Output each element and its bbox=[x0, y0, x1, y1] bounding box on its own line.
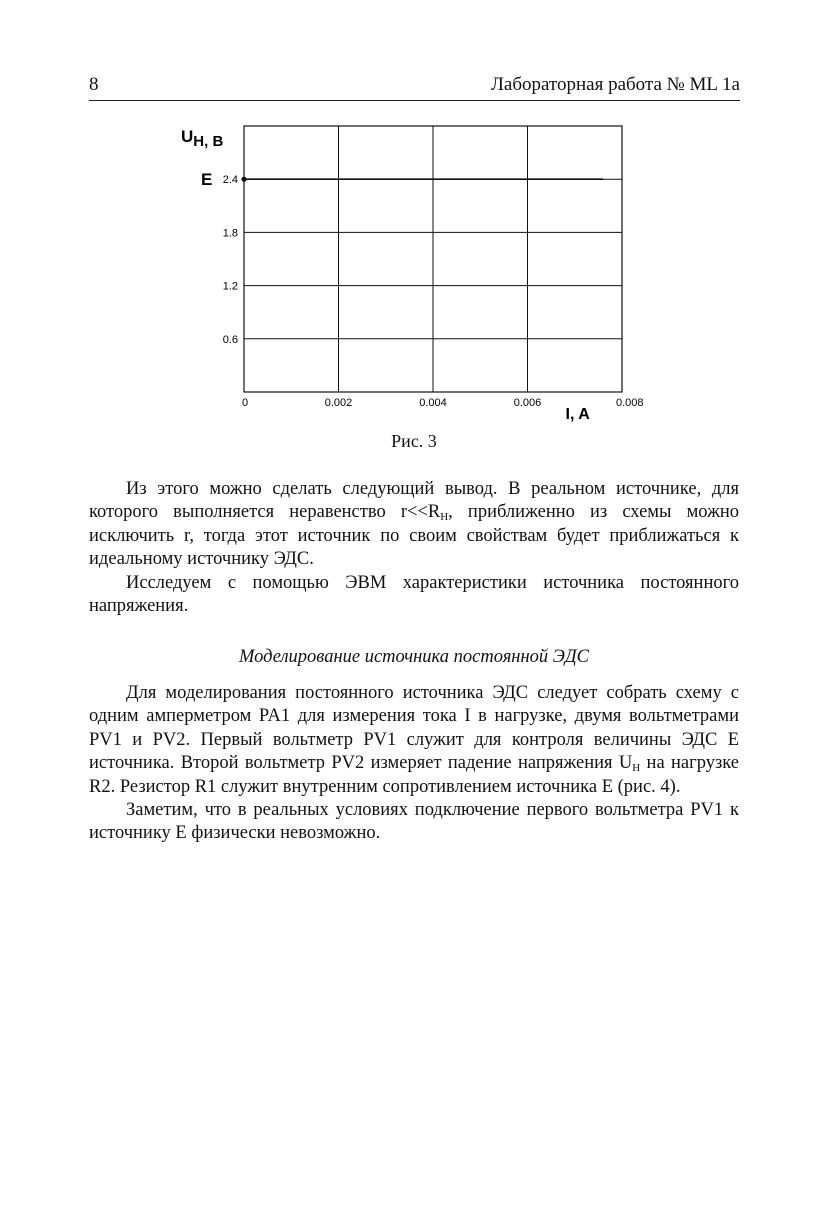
page-header bbox=[89, 74, 740, 101]
x-tick-label: 0.002 bbox=[324, 397, 353, 409]
section-heading: Моделирование источника постоянной ЭДС bbox=[238, 647, 590, 667]
e-marker-label: E bbox=[201, 170, 213, 190]
y-axis-label bbox=[181, 127, 223, 150]
x-axis-label: I, A bbox=[565, 406, 590, 423]
chart-grid bbox=[244, 126, 622, 392]
paragraph-1-text-b: , приближенно из схемы можно исключить r, тогда этот источник по своим свойствам будет приближаться к идеальному источнику ЭДС. bbox=[89, 502, 740, 570]
chart-series bbox=[241, 177, 603, 182]
x-tick-label: 0.004 bbox=[419, 397, 447, 409]
figure-3 bbox=[170, 112, 660, 432]
y-tick-label: 2.4 bbox=[222, 174, 238, 187]
x-tick-label: 0 bbox=[242, 397, 249, 409]
x-tick-label: 0.008 bbox=[616, 397, 644, 409]
paragraph-4: Заметим, что в реальных условиях подключение первого вольтметра PV1 к источнику E физически невозможно. bbox=[89, 800, 739, 844]
paragraph-3-text-b: на нагрузке R2. Резистор R1 служит внутренним сопротивлением источника E (рис. 4). bbox=[89, 753, 739, 797]
y-axis-label-sub: H, B bbox=[193, 133, 224, 150]
page-number: 8 bbox=[89, 74, 99, 95]
paragraph-2: Исследуем с помощью ЭВМ характеристики источника постоянного напряжения. bbox=[89, 572, 739, 617]
y-tick-label: 1.2 bbox=[222, 280, 238, 293]
body-block-2 bbox=[89, 682, 739, 846]
y-axis-label-main: U bbox=[181, 127, 194, 146]
x-tick-label: 0.006 bbox=[513, 397, 542, 409]
y-tick-label: 1.8 bbox=[222, 227, 238, 240]
running-title: Лабораторная работа № ML 1a bbox=[491, 74, 740, 95]
paragraph-3 bbox=[89, 682, 739, 799]
paragraph-1-subscript: H bbox=[440, 511, 449, 524]
body-block-1 bbox=[89, 478, 739, 618]
paragraph-3-text-a: Для моделирования постоянного источника ЭДС следует собрать схему с одним амперметром PA1 для измерения тока I в нагрузке, двумя вольтметрами PV1 и PV2. Первый вольтметр PV1 служит для контроля величины ЭДС E источника. Второй вольтметр PV2 измеряет падение напряжения U bbox=[89, 683, 739, 774]
series-start-point bbox=[241, 177, 246, 182]
paragraph-1 bbox=[89, 478, 739, 572]
chart bbox=[170, 112, 660, 432]
paragraph-3-subscript: H bbox=[632, 762, 641, 775]
paragraph-1-text-a: Из этого можно сделать следующий вывод. В реальном источнике, для которого выполняется неравенство r<<R bbox=[89, 479, 739, 523]
y-tick-label: 0.6 bbox=[222, 333, 238, 346]
figure-caption: Рис. 3 bbox=[391, 431, 437, 451]
